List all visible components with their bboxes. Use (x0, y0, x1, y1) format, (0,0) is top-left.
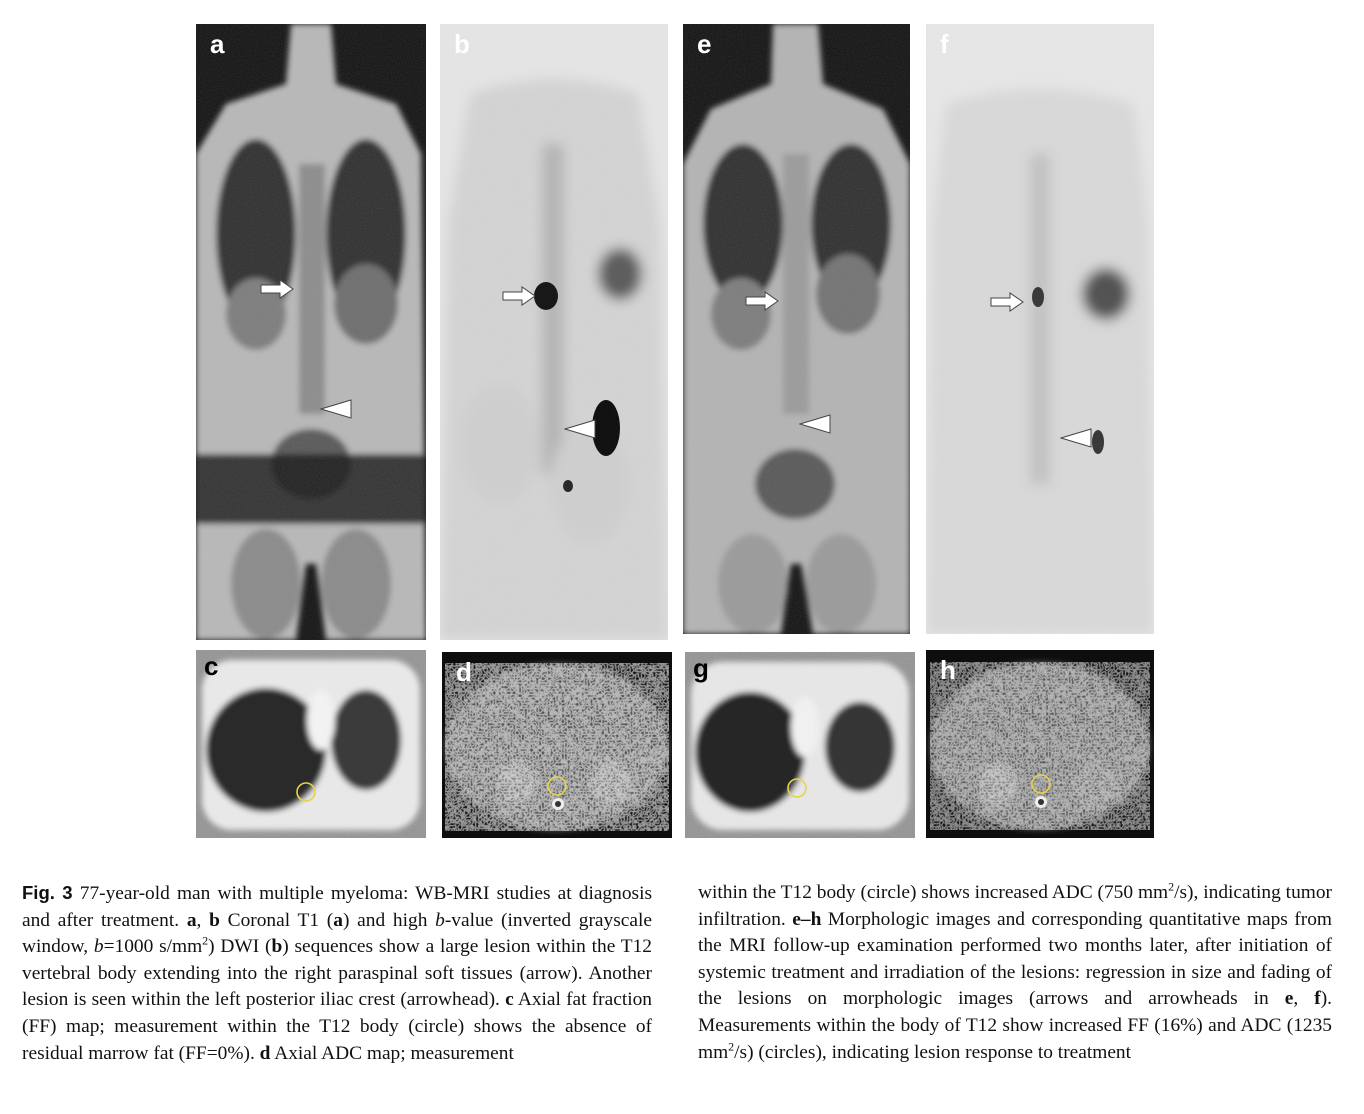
figure-caption-left (22, 880, 652, 1067)
dwi-followup-image (926, 24, 1154, 634)
axial-ff-image (196, 650, 426, 838)
dwi-image (440, 24, 668, 640)
panel-b-dwi (440, 24, 668, 640)
caption-left-text: 77-year-old man with multiple myeloma: WB-MRI studies at diagnosis and after treatment. a, b Coronal T1 (a) and high b-value (inverted grayscale window, b=1000 $s/mm^2$) DWI (b) sequences show a large lesion within the T12 vertebral body extending into the right paraspinal soft tissues (arrow). Another lesion is seen within the left posterior iliac crest (arrowhead). c Axial fat fraction (FF) map; measurement within the T12 body (circle) shows the absence of residual marrow fat (FF=0%). d Axial ADC map; measurement (22, 883, 653, 1064)
panel-g-axial-ff-map-followup (685, 652, 915, 838)
axial-adc-image (442, 652, 672, 838)
panel-h-axial-adc-map-followup (926, 650, 1154, 838)
arrowhead-icon (1060, 428, 1092, 448)
arrowhead-icon (564, 419, 596, 439)
arrow-icon (990, 292, 1024, 312)
coronal-t1-image (196, 24, 426, 640)
arrowhead-icon (320, 399, 352, 419)
panel-label-b: b (454, 29, 470, 59)
axial-ff-followup-image (685, 652, 915, 838)
axial-adc-followup-image (926, 650, 1154, 838)
caption-right-text: within the T12 body (circle) shows increased ADC (750 $mm^2/s$), indicating tumor infiltration. e–h Morphologic images and corresponding quantitative maps from the MRI follow-up examination performed two months later, after initiation of systemic treatment and irradiation of the lesions: regression in size and fading of the lesions on morphologic images (arrows and arrowheads in e, f). Measurements within the body of T12 show increased FF (16%) and ADC (1235 $mm^2/s$) (circles), indicating lesion response to treatment (698, 879, 1332, 1063)
arrow-icon (745, 291, 779, 311)
panel-label-d: d (456, 657, 472, 687)
panel-label-g: g (693, 653, 709, 683)
panel-d-axial-adc-map (442, 652, 672, 838)
panel-f-dwi-followup (926, 24, 1154, 634)
panel-label-e: e (697, 29, 712, 59)
panel-e-coronal-t1-followup (683, 24, 910, 634)
panel-label-h: h (940, 655, 956, 685)
panel-label-a: a (210, 29, 225, 59)
panel-c-axial-ff-map (196, 650, 426, 838)
figure-number: Fig. 3 (22, 882, 73, 903)
panel-label-c: c (204, 651, 219, 681)
coronal-t1-followup-image (683, 24, 910, 634)
figure-caption-right (698, 880, 1332, 1066)
panel-label-f: f (940, 29, 949, 59)
arrow-icon (502, 286, 536, 306)
arrowhead-icon (799, 414, 831, 434)
arrow-icon (260, 279, 294, 299)
panel-a-coronal-t1 (196, 24, 426, 640)
